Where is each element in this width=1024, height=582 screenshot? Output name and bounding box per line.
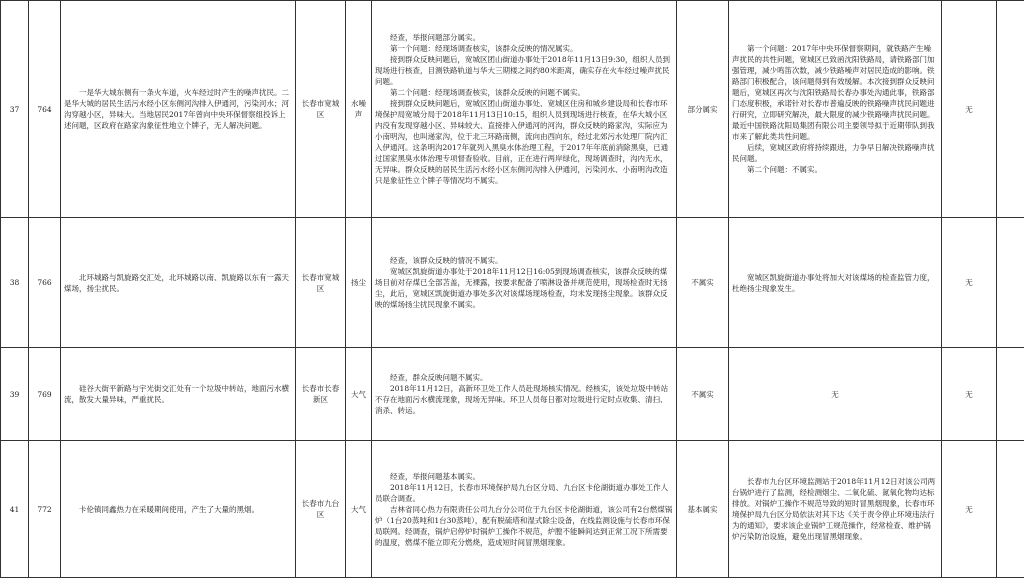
complaint-text: 北环城路与凯旋路交汇处，北环城路以南、凯旋路以东有一露天煤场，扬尘扰民。	[64, 272, 289, 293]
table-row	[1, 348, 1024, 441]
verdict-cell: 部分属实	[677, 1, 729, 218]
case-number-cell: 769	[29, 348, 61, 441]
empty-cell	[997, 441, 1024, 578]
complaint-text: 一是华大城东侧有一条火车道，火车经过时产生的噪声扰民。二是华大城的居民生活污水经小区东侧河沟排入伊通河，污染河水；河沟穿越小区，异味大。当地居民2017年曾向中央环保督察组投诉上述问题，区政府在路家沟象征性地立个牌子，无人解决问题。	[64, 88, 289, 130]
case-number-cell: 764	[29, 1, 61, 218]
complaint-cell	[61, 1, 296, 218]
investigation-cell	[372, 218, 677, 348]
verdict-cell: 基本属实	[677, 441, 729, 578]
investigation-text: 经查，群众反映问题不属实。 2018年11月12日，高新环卫处工作人员赴现场核实情况。经核实，该处垃圾中转站不存在地面污水横流现象，现场无异味。环卫人员每日都对垃圾进行定时点收集、清扫、消杀、转运。	[375, 373, 669, 415]
table-row	[1, 218, 1024, 348]
accountability-cell: 无	[942, 1, 997, 218]
case-number-cell: 772	[29, 441, 61, 578]
district-cell: 长春市宽城区	[296, 1, 346, 218]
empty-cell	[997, 218, 1024, 348]
accountability-cell: 无	[942, 441, 997, 578]
complaint-cell	[61, 218, 296, 348]
verdict-cell: 不属实	[677, 218, 729, 348]
seq-cell: 37	[1, 1, 29, 218]
district-cell: 长春市宽城区	[296, 218, 346, 348]
handling-cell	[729, 441, 942, 578]
case-number-cell: 766	[29, 218, 61, 348]
pollution-type-cell: 大气	[346, 348, 372, 441]
handling-cell	[729, 218, 942, 348]
table-row	[1, 1, 1024, 218]
seq-cell: 38	[1, 218, 29, 348]
complaint-cell	[61, 348, 296, 441]
district-cell: 长春市长春新区	[296, 348, 346, 441]
pollution-type-cell: 扬尘	[346, 218, 372, 348]
empty-cell	[997, 348, 1024, 441]
empty-cell	[997, 1, 1024, 218]
investigation-cell	[372, 348, 677, 441]
seq-cell: 39	[1, 348, 29, 441]
handling-text: 第一个问题：2017年中央环保督察期间，就铁路产生噪声扰民的共性问题，宽城区已致函沈阳铁路局，请铁路部门加强管理，减少鸣笛次数，减少铁路噪声对居民造成的影响。铁路部门积极配合，该问题得到有效缓解。本次接到群众反映问题后，宽城区再次与沈阳铁路局长春办事处沟通此事，铁路部门态度积极，承诺针对长春市普遍反映的铁路噪声扰民问题进行研究，立即研究解决，最大限度的减少铁路噪声扰民问题。最近中国铁路沈阳局集团有限公司主要领导拟于近期带队到我市来了解此类共性问题。 后续，宽城区政府将持续跟进，力争早日解决铁路噪声扰民问题。 第二个问题：不属实。	[732, 44, 935, 174]
accountability-cell: 无	[942, 348, 997, 441]
pollution-type-cell: 大气	[346, 441, 372, 578]
verdict-cell: 不属实	[677, 348, 729, 441]
investigation-cell	[372, 441, 677, 578]
pollution-type-cell: 水噪声	[346, 1, 372, 218]
handling-cell	[729, 1, 942, 218]
table-row	[1, 441, 1024, 578]
investigation-text: 经查，举报问题部分属实。 第一个问题：经现场调查核实，该群众反映的情况属实。 接到群众反映问题后，宽城区团山街道办事处于2018年11月13日9:30，组织人员到现场进行核查，目测铁路轨道与华大三期楼之间约80米距离，确实存在火车经过噪声扰民问题。 第二个问题：经现场调查核实，该群众反映的问题不属实。 接到群众反映问题后，宽城区团山街道办事处、宽城区住房和城乡建设局和长春市环境保护局宽城分局于2018年11月13日10:15，组织人员到现场进行核查，在华大城小区内没有发现穿越小区、异味较大、直接排入伊通河的河沟，群众反映的路家沟，实际应为小南明沟，也叫递家沟，位于北三环路南侧，流向由西向东，经过北郊污水处理厂院内汇入伊通河。这条明沟2017年就列入黑臭水体治理工程，于2017年年底前消除黑臭，已通过国家黑臭水体治理专项督查验收。目前，正在进行两岸绿化，现场调查时，沟内无水，无异味。群众反映的居民生活污水经小区东侧河沟排入伊通河，污染河水、小南明沟改造只是象征性立个牌子等情况均不属实。	[375, 33, 671, 185]
seq-cell: 41	[1, 441, 29, 578]
accountability-cell: 无	[942, 218, 997, 348]
investigation-text: 经查，举报问题基本属实。 2018年11月12日，长春市环境保护局九台区分局、九台区卡伦湖街道办事处工作人员联合调查。 吉林省同心热力有限责任公司九台分公司位于九台区卡伦湖街道，该公司有2台燃煤锅炉（1台20蒸吨和1台30蒸吨），配有脱硫塔和湿式除尘设备，在线监测设施与长春市环保局联网。经调查，锅炉启停炉时锅炉工操作不规范，炉膛不能瞬间达到正常工况下所需要的温度，燃煤不能立即充分燃烧，造成短时间冒黑烟现象。	[375, 471, 673, 547]
investigation-text: 经查，该群众反映的情况不属实。 宽城区凯旋街道办事处于2018年11月12日16:05到现场调查核实，该群众反映的煤场目前对存煤已全部苫盖，无裸露，按要求配备了喷淋设备并规范使用，现场检查时无扬尘，此后，宽城区凯旋街道办事处多次对该煤场现场检查，均未发现扬尘现象。该群众反映的煤场扬尘扰民现象不属实。	[375, 256, 668, 309]
complaint-text: 硅谷大街平新路与宇光街交汇处有一个垃圾中转站，地面污水横流，散发大量异味，严重扰民。	[64, 384, 289, 404]
handling-text: 宽城区凯旋街道办事处将加大对该煤场的检查监管力度，杜绝扬尘现象发生。	[732, 272, 935, 293]
complaint-cell	[61, 441, 296, 578]
complaint-text: 卡伦镇同鑫热力在采暖期间使用，产生了大量的黑烟。	[64, 504, 259, 514]
handling-cell: 无	[729, 348, 942, 441]
investigation-cell	[372, 1, 677, 218]
handling-text: 长春市九台区环境监测站于2018年11月12日对该公司两台锅炉进行了监测，经检测烟尘、二氧化硫、氮氧化物均达标排放。对锅炉工操作不规范导致的短时冒黑烟现象，长春市环境保护局九台区分局依法对其下达《关于责令停止环境违法行为的通知》，要求该企业锅炉工规范操作，经常检查、维护锅炉污染防治设施，避免出现冒黑烟现象。	[732, 477, 936, 541]
district-cell: 长春市九台区	[296, 441, 346, 578]
